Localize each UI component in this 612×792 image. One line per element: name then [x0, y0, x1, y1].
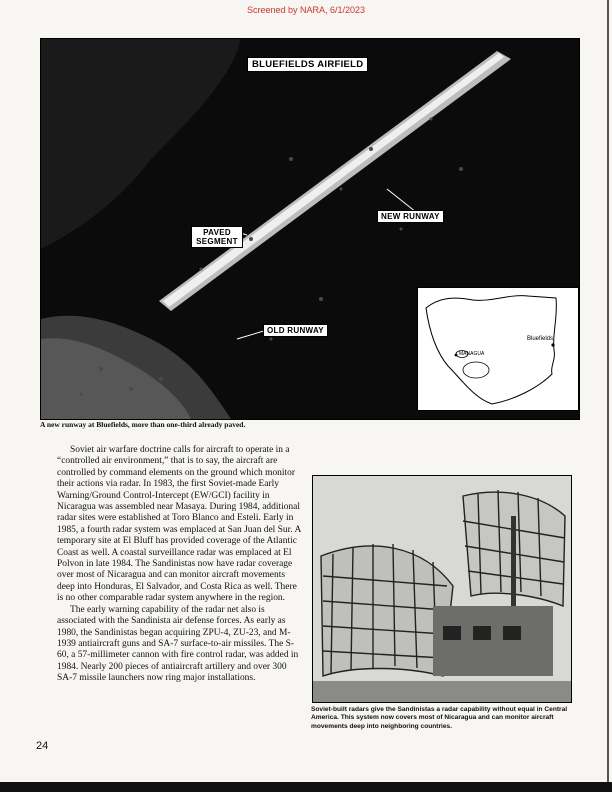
- page-edge-line: [607, 0, 609, 782]
- nicaragua-outline-map: [418, 288, 578, 410]
- managua-map-label: MANAGUA: [459, 351, 485, 357]
- bottom-scan-bar: [0, 782, 612, 792]
- body-paragraph-2: The early warning capability of the radar net also is associated with the Sandinista air defense forces. As early as 1980, the Sandinistas began acquiring ZPU-4, ZU-23, and M-1939 antiaircraft guns and SA-7 surface-to-air missiles. The S-60, a 57-millimeter cannon with fire control radar, was added in 1984. Nearly 200 pieces of antiaircraft artillery and over 300 SA-7 missile launchers now ring major installations.: [57, 604, 299, 684]
- paved-segment-line1: PAVED: [203, 228, 231, 237]
- managua-marker: [455, 354, 458, 357]
- body-paragraph-1: Soviet air warfare doctrine calls for aircraft to operate in a “controlled air environment,” that is to say, the aircraft are controlled by command elements on the ground which monitor their actions via radar. In 1983, the first Soviet-made Early Warning/Ground Control-Intercept (EW/GCI) facility in Nicaragua was assembled near Masaya. During 1984, additional radar sites were established at Toro Blanco and Esteli. Early in 1985, a fourth radar system was emplaced at San Juan del Sur. A temporary site at El Bluff has provided coverage of the Atlantic Coast as well. A coastal surveillance radar was emplaced at El Polvon in late 1984. The Sandinistas now have radar coverage over most of Nicaragua and can monitor aircraft movements deep into Honduras, El Salvador, and Costa Rica as well. There is no other comparable radar system anywhere in the region.: [57, 445, 301, 604]
- radar-photo-caption: Soviet-built radars give the Sandinistas a radar capability without equal in Central America. This system now covers most of Nicaragua and can monitor aircraft movements deep into neighboring countries.: [311, 706, 568, 730]
- paved-segment-label: [191, 226, 243, 248]
- airfield-label: BLUEFIELDS AIRFIELD: [247, 57, 368, 72]
- locator-map-inset: [417, 287, 579, 411]
- bluefields-airfield-photo: [40, 38, 580, 420]
- new-runway-label: NEW RUNWAY: [377, 210, 444, 223]
- radar-antenna-graphic: [313, 476, 571, 702]
- paved-segment-line2: SEGMENT: [196, 237, 238, 246]
- top-photo-caption: A new runway at Bluefields, more than one-third already paved.: [40, 420, 246, 429]
- old-runway-label: OLD RUNWAY: [263, 324, 328, 337]
- radar-photo: [312, 475, 572, 703]
- article-body: [57, 445, 302, 685]
- nara-screening-stamp: Screened by NARA, 6/1/2023: [246, 5, 366, 15]
- bluefields-map-label: Bluefields: [527, 336, 554, 342]
- page-number: 24: [36, 740, 49, 752]
- bluefields-marker: [551, 343, 554, 346]
